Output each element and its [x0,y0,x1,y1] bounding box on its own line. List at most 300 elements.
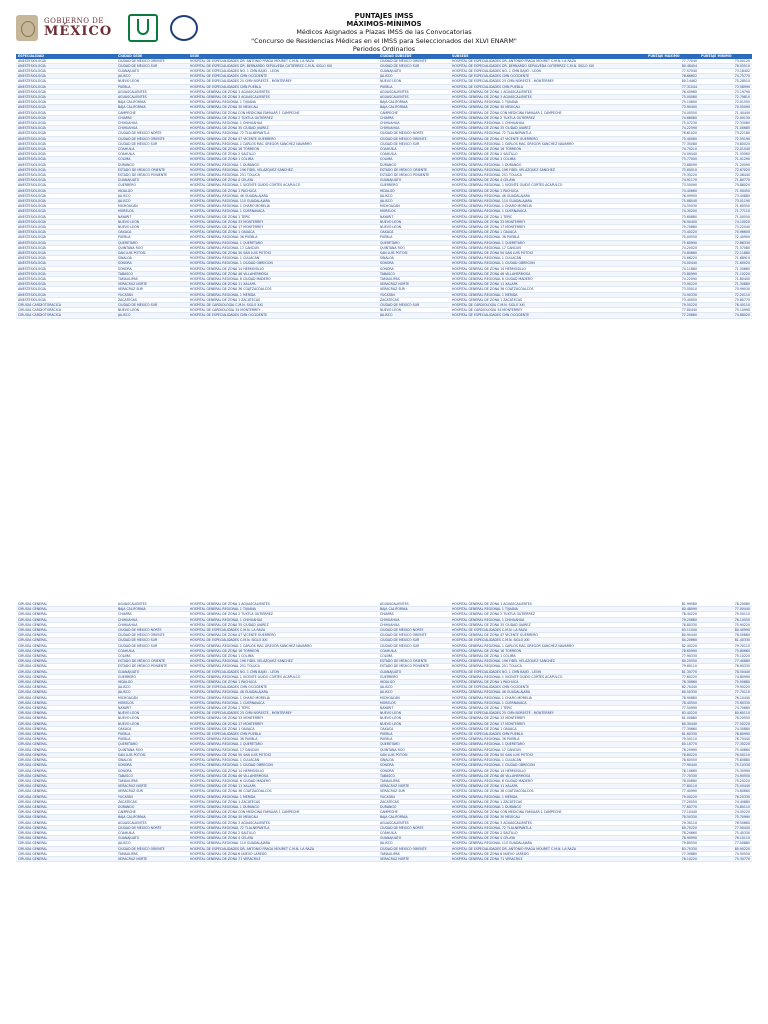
table-cell: HOSPITAL GENERAL REGIONAL 1 QUERÉTARO [450,742,646,747]
table-cell: HOSPITAL GENERAL DE ZONA 1 ZACATECAS [188,799,378,804]
table-cell: HOSPITAL GENERAL DE ZONA 3 AGUASCALIENTES [188,820,378,825]
col-header-subsede: SUBSEDE [450,54,646,59]
table-cell: 78.00880 [699,633,752,638]
table-cell: COAHUILA [378,146,450,151]
table-cell: ANESTESIOLOGÍA [16,256,116,261]
table-cell: CIRUGÍA GENERAL [16,836,116,841]
table-cell: 75.90220 [699,622,752,627]
table-cell: 74.90550 [699,773,752,778]
table-cell: CIUDAD DE MÉXICO SUR [378,638,450,643]
table-cell: 74.80110 [699,804,752,809]
table-cell: 77.60770 [646,804,699,809]
table-cell: ANESTESIOLOGÍA [16,152,116,157]
table-cell: 75.50110 [699,612,752,617]
table-cell: COLIMA [116,157,188,162]
table-cell: 74.88020 [699,313,752,318]
table-cell: HOSPITAL DE ESPECIALIDADES NO. 1 CMN BAJÍO - LEÓN [188,669,378,674]
table-cell: HOSPITAL GENERAL REGIONAL 72 TLALNEPANTLA [450,825,646,830]
table-cell: JALISCO [116,690,188,695]
table-cell: HOSPITAL GENERAL DE ZONA 3 AGUASCALIENTES [450,94,646,99]
table-cell: OAXACA [378,230,450,235]
table-cell: GUERRERO [378,674,450,679]
table-cell: HOSPITAL GENERAL REGIONAL 17 CANCÚN [450,245,646,250]
table-cell: 71.20090 [699,162,752,167]
col-header-ciudad-subsede: CIUDAD SUBSEDE [378,54,450,59]
table-cell: HOSPITAL GENERAL REGIONAL 251 TOLUCA [450,172,646,177]
table-cell: HOSPITAL GENERAL DE ZONA 1 TEPIC [450,214,646,219]
table-cell: HOSPITAL GENERAL REGIONAL 1 CIUDAD OBREGÓN [188,261,378,266]
table-cell: HOSPITAL GENERAL DE ZONA 35 CIUDAD JUÁREZ [450,622,646,627]
col-header-sede: SEDE [188,54,378,59]
table-cell: SAN LUIS POTOSÍ [116,752,188,757]
table-cell: HOSPITAL DE ESPECIALIDADES DR. ANTONIO FRAGA MOURET C.M.N. LA RAZA [188,59,378,64]
table-cell: HOSPITAL GENERAL REGIONAL 6 CIUDAD MADERO [188,277,378,282]
scores-table-2 [16,602,752,862]
table-cell: HOSPITAL GENERAL DE ZONA 1 COLIMA [188,654,378,659]
table-cell: VERACRUZ NORTE [378,282,450,287]
table-cell: 77.20660 [646,313,699,318]
table-cell: CIUDAD DE MÉXICO ORIENTE [378,633,450,638]
table-cell: HOSPITAL GENERAL DE ZONA 71 VERACRUZ [450,856,646,861]
table-cell: ESTADO DE MÉXICO ORIENTE [116,659,188,664]
table-cell: CIUDAD DE MÉXICO SUR [116,63,188,68]
table-cell: HOSPITAL GENERAL DE ZONA 16 TORREÓN [188,648,378,653]
table-cell: 77.00880 [699,841,752,846]
table-cell: 74.40660 [646,188,699,193]
table-cell: ANESTESIOLOGÍA [16,68,116,73]
table-cell: HOSPITAL GENERAL REGIONAL 1 CUERNAVACA [188,700,378,705]
table-cell: HOSPITAL GENERAL DE ZONA 17 MONTERREY [188,225,378,230]
table-cell: CIRUGÍA GENERAL [16,633,116,638]
table-cell: ANESTESIOLOGÍA [16,183,116,188]
table-cell: CIRUGÍA GENERAL [16,804,116,809]
table-cell: OAXACA [378,726,450,731]
table-cell: ANESTESIOLOGÍA [16,209,116,214]
table-cell: HOSPITAL GENERAL DE ZONA 1 PACHUCA [450,188,646,193]
table-cell: AGUASCALIENTES [116,94,188,99]
table-cell: HOSPITAL GENERAL REGIONAL 36 PUEBLA [450,235,646,240]
table-cell: 75.60990 [646,240,699,245]
table-cell: 74.66220 [646,256,699,261]
table-cell: CIRUGÍA GENERAL [16,810,116,815]
table-cell: HOSPITAL GENERAL DE ZONA 36 COATZACOALCOS [450,287,646,292]
table-cell: ANESTESIOLOGÍA [16,162,116,167]
table-cell: NUEVO LEÓN [378,225,450,230]
table-cell: HOSPITAL GENERAL REGIONAL 1 CHIHUAHUA [450,120,646,125]
table-cell: CIUDAD DE MÉXICO ORIENTE [378,846,450,851]
table-cell: CAMPECHE [378,810,450,815]
table-cell: CIUDAD DE MÉXICO ORIENTE [378,59,450,64]
table-cell: 70.99030 [699,287,752,292]
table-cell: COLIMA [116,654,188,659]
table-cell: ZACATECAS [116,799,188,804]
table-cell: JALISCO [116,841,188,846]
table-cell: HOSPITAL GENERAL DE ZONA 36 COATZACOALCOS [188,287,378,292]
table-cell: 75.40330 [699,830,752,835]
table-cell: ANESTESIOLOGÍA [16,287,116,292]
table-cell: 76.40110 [699,303,752,308]
table-cell: 72.33080 [699,120,752,125]
table-cell: CIUDAD DE MÉXICO ORIENTE [116,59,188,64]
table-cell: QUINTANA ROO [116,245,188,250]
table-cell: HIDALGO [116,680,188,685]
table-cell: 76.09900 [646,193,699,198]
table-cell: HOSPITAL GENERAL REGIONAL 1 DURANGO [188,804,378,809]
table-cell: COAHUILA [116,648,188,653]
table-cell: CHIHUAHUA [378,120,450,125]
table-cell: 79.80550 [646,841,699,846]
table-cell: 73.80990 [646,271,699,276]
table-cell: HOSPITAL GENERAL DE ZONA 1 COLIMA [188,157,378,162]
table-cell: ANESTESIOLOGÍA [16,178,116,183]
table-cell: BAJA CALIFORNIA [378,105,450,110]
table-cell: HOSPITAL GENERAL DE ZONA 30 MEXICALI [188,105,378,110]
table-cell: 78.80330 [646,622,699,627]
table-cell: 80.48090 [646,607,699,612]
table-cell: 81.30770 [646,669,699,674]
table-cell: 77.90440 [646,763,699,768]
table-cell: SINALOA [378,758,450,763]
table-cell: ANESTESIOLOGÍA [16,277,116,282]
table-cell: CIUDAD DE MÉXICO SUR [378,63,450,68]
table-cell: HOSPITAL GENERAL REGIONAL 1 QUERÉTARO [450,240,646,245]
table-cell: GUERRERO [116,183,188,188]
table-cell: ANESTESIOLOGÍA [16,167,116,172]
table-cell: 77.10440 [646,810,699,815]
table-cell: HOSPITAL GENERAL DE ZONA 46 VILLAHERMOSA [188,271,378,276]
table-cell: 80.14462 [646,79,699,84]
table-cell: HOSPITAL GENERAL DE ZONA 50 SAN LUIS POTOSÍ [450,251,646,256]
table-cell: CAMPECHE [116,810,188,815]
table-cell: 78.20660 [646,830,699,835]
table-cell: NUEVO LEÓN [378,711,450,716]
table-cell: 73.58990 [699,84,752,89]
table-cell: HOSPITAL GENERAL DE ZONA 3 AGUASCALIENTES [188,94,378,99]
table-cell: 72.01040 [699,146,752,151]
table-cell: 74.22090 [646,277,699,282]
table-cell: CIRUGÍA GENERAL [16,742,116,747]
table-cell: 78.05510 [699,63,752,68]
table-cell: PUEBLA [378,732,450,737]
table-cell: 78.20990 [646,747,699,752]
table-cell: 78.30660 [646,680,699,685]
table-cell: NUEVO LEÓN [116,225,188,230]
table-cell: ANESTESIOLOGÍA [16,230,116,235]
table-cell: ANESTESIOLOGÍA [16,198,116,203]
table-cell: CIRUGÍA GENERAL [16,851,116,856]
table-cell: 78.80990 [699,732,752,737]
table-cell: BAJA CALIFORNIA [378,815,450,820]
table-cell: 73.77000 [646,157,699,162]
table-cell: CIRUGÍA GENERAL [16,841,116,846]
table-cell: QUERÉTARO [378,742,450,747]
table-cell: HOSPITAL GENERAL DE ZONA 6 NUEVO LAREDO [188,851,378,856]
table-cell: HOSPITAL GENERAL REGIONAL 46 GUADALAJARA [450,690,646,695]
table-cell: SONORA [378,763,450,768]
table-cell: ANESTESIOLOGÍA [16,204,116,209]
table-cell: 74.80020 [699,141,752,146]
table-cell: ANESTESIOLOGÍA [16,94,116,99]
table-cell: HOSPITAL GENERAL REGIONAL 1 TIJUANA [450,607,646,612]
table-cell: BAJA CALIFORNIA [116,100,188,105]
table-cell: 74.75770 [699,74,752,79]
table-cell: NUEVO LEÓN [116,79,188,84]
table-cell: CIRUGÍA GENERAL [16,607,116,612]
table-cell: SONORA [116,261,188,266]
table-cell: JALISCO [378,690,450,695]
table-cell: 75.88040 [646,198,699,203]
table-cell: 79.00220 [646,794,699,799]
table-cell: 78.60550 [646,758,699,763]
table-cell: CIRUGÍA GENERAL [16,690,116,695]
col-header-ciudad-sede: CIUDAD SEDE [116,54,188,59]
table-cell: PUEBLA [378,737,450,742]
table-cell: 77.20550 [646,799,699,804]
table-cell: HOSPITAL GENERAL REGIONAL 1 VICENTE GUIDO CORTÉS ACAPULCO [188,674,378,679]
table-cell: CHIHUAHUA [378,622,450,627]
table-cell: HOSPITAL GENERAL REGIONAL 1 CHARO MORELIA [450,695,646,700]
table-cell: 74.11880 [646,266,699,271]
table-cell: VERACRUZ NORTE [378,784,450,789]
table-cell: COLIMA [378,654,450,659]
table-cell: HOSPITAL GENERAL DE ZONA 17 MONTERREY [450,225,646,230]
table-cell: CIRUGÍA GENERAL [16,830,116,835]
table-cell: HOSPITAL GENERAL DE ZONA 30 MEXICALI [450,815,646,820]
table-cell: CIRUGÍA CARDIOTORÁCICA [16,303,116,308]
table-cell: 78.90880 [646,695,699,700]
table-cell: HOSPITAL GENERAL REGIONAL 17 CANCÚN [188,245,378,250]
table-cell: HOSPITAL GENERAL REGIONAL 36 PUEBLA [188,235,378,240]
table-cell: ANESTESIOLOGÍA [16,292,116,297]
table-cell: SAN LUIS POTOSÍ [378,752,450,757]
table-cell: TAMAULIPAS [378,277,450,282]
table-cell: HOSPITAL GENERAL REGIONAL 1 VICENTE GUIDO CORTÉS ACAPULCO [450,183,646,188]
table-cell: HOSPITAL DE ESPECIALIDADES CMN OCCIDENTE [450,685,646,690]
table-cell: 75.30770 [699,856,752,861]
table-cell: 76.70440 [699,737,752,742]
table-cell: 76.00110 [699,752,752,757]
table-cell: HOSPITAL GENERAL DE ZONA 47 VICENTE GUERRERO [450,633,646,638]
table-cell: 75.35220 [646,172,699,177]
table-cell: OAXACA [116,230,188,235]
table-cell: TAMAULIPAS [378,851,450,856]
table-cell: 76.61020 [646,131,699,136]
table-cell: 75.80880 [699,758,752,763]
table-cell: CIRUGÍA GENERAL [16,654,116,659]
table-cell: HOSPITAL GENERAL DE ZONA CON MEDICINA FAMILIAR 1 CAMPECHE [450,110,646,115]
table-cell: CIRUGÍA GENERAL [16,659,116,664]
table-cell: HOSPITAL GENERAL DE ZONA 35 CIUDAD JUÁREZ [188,622,378,627]
table-cell: 75.10600 [646,100,699,105]
table-cell: ANESTESIOLOGÍA [16,136,116,141]
table-cell: HOSPITAL GENERAL REGIONAL 1 DURANGO [450,162,646,167]
table-cell: NUEVO LEÓN [116,219,188,224]
table-cell: 78.66602 [646,74,699,79]
table-cell: CIRUGÍA GENERAL [16,820,116,825]
table-cell: CIRUGÍA GENERAL [16,685,116,690]
table-cell: HOSPITAL GENERAL DE ZONA 1 ZACATECAS [450,297,646,302]
table-row [16,313,752,318]
table-body-1 [16,59,752,319]
table-cell: ANESTESIOLOGÍA [16,146,116,151]
table-cell: HOSPITAL DE ESPECIALIDADES CMN OCCIDENTE [450,313,646,318]
table-cell: CIUDAD DE MÉXICO ORIENTE [378,136,450,141]
table-cell: HOSPITAL GENERAL REGIONAL 1 CHARO MORELIA [188,204,378,209]
table-cell: CIRUGÍA GENERAL [16,778,116,783]
table-cell: HOSPITAL DE ESPECIALIDADES DR. BERNARDO SEPÚLVEDA GUTIÉRREZ C.M.N. SIGLO XXI [188,63,378,68]
table-cell: GUANAJUATO [378,669,450,674]
table-cell: PUEBLA [116,84,188,89]
table-cell: 76.90400 [646,219,699,224]
table-cell: DURANGO [378,804,450,809]
table-cell: CIUDAD DE MÉXICO NORTE [116,131,188,136]
table-cell: NUEVO LEÓN [378,79,450,84]
table-cell: 74.30220 [699,810,752,815]
table-cell: NAYARIT [378,214,450,219]
table-cell: ESTADO DE MÉXICO PONIENTE [116,664,188,669]
table-cell: 83.40220 [646,711,699,716]
table-cell: HOSPITAL GENERAL DE ZONA 1 OAXACA [450,726,646,731]
table-cell: 71.10220 [699,271,752,276]
table-cell: HOSPITAL GENERAL REGIONAL 72 TLALNEPANTLA [188,825,378,830]
table-cell: CIUDAD DE MÉXICO SUR [116,141,188,146]
gob-line2: MÉXICO [44,24,113,39]
table-cell: TABASCO [378,271,450,276]
table-cell: CAMPECHE [378,110,450,115]
table-cell: CIUDAD DE MÉXICO ORIENTE [116,846,188,851]
table-cell: 81.00880 [646,716,699,721]
table-cell: TABASCO [378,773,450,778]
table-cell: ANESTESIOLOGÍA [16,188,116,193]
table-cell: ZACATECAS [378,297,450,302]
table-cell: HOSPITAL GENERAL REGIONAL 1 VICENTE GUIDO CORTÉS ACAPULCO [450,674,646,679]
table-cell: HOSPITAL GENERAL DE ZONA 1 ZACATECAS [450,799,646,804]
table-cell: CIRUGÍA GENERAL [16,622,116,627]
table-cell: ANESTESIOLOGÍA [16,100,116,105]
table-cell: HOSPITAL GENERAL REGIONAL 46 GUADALAJARA [450,193,646,198]
table-cell: 71.57080 [699,245,752,250]
table-cell: 77.30660 [646,726,699,731]
table-cell: 71.01290 [699,157,752,162]
table-cell: HOSPITAL GENERAL REGIONAL 1 QUERÉTARO [188,742,378,747]
table-cell: HOSPITAL GENERAL REGIONAL 1 CIUDAD OBREGÓN [188,763,378,768]
table-cell: HOSPITAL GENERAL REGIONAL 1 CHARO MORELIA [450,204,646,209]
title-concurso: "Concurso de Residencias Médicas en el IMSS para Seleccionados del XLVI ENARM" [251,36,517,45]
table-cell: CIRUGÍA GENERAL [16,612,116,617]
table-cell: VERACRUZ SUR [378,287,450,292]
table-cell: 76.50660 [699,820,752,825]
table-cell: HOSPITAL GENERAL DE ZONA 14 HERMOSILLO [450,266,646,271]
table-cell: MICHOACÁN [378,695,450,700]
table-cell: HOSPITAL GENERAL DE ZONA 2 TUXTLA GUTIÉRREZ [450,115,646,120]
table-cell: HOSPITAL GENERAL DE ZONA 4 CELAYA [188,178,378,183]
table-cell: JALISCO [378,74,450,79]
table-cell: CHIHUAHUA [378,617,450,622]
table-cell: 73.90220 [646,282,699,287]
table-cell: HOSPITAL DE ESPECIALIDADES 25 CMN NORESTE - MONTERREY [188,711,378,716]
table-cell: HOSPITAL GENERAL DE ZONA CON MEDICINA FAMILIAR 1 CAMPECHE [450,810,646,815]
table-cell: 79.50220 [646,303,699,308]
table-cell: CHIHUAHUA [116,622,188,627]
table-cell: HOSPITAL GENERAL REGIONAL 251 TOLUCA [188,664,378,669]
table-cell: HOSPITAL GENERAL DE ZONA 1 AGUASCALIENTES [188,89,378,94]
table-cell: NUEVO LEÓN [116,721,188,726]
table-cell: 73.19790 [699,89,752,94]
table-cell: ANESTESIOLOGÍA [16,84,116,89]
table-cell: ANESTESIOLOGÍA [16,240,116,245]
table-cell: AGUASCALIENTES [378,602,450,607]
table-cell: CIRUGÍA GENERAL [16,638,116,643]
table-cell: AGUASCALIENTES [116,820,188,825]
table-cell: HOSPITAL DE ESPECIALIDADES C.M.N. LA RAZA [450,628,646,633]
table-cell: CHIAPAS [116,115,188,120]
table-cell: 73.55010 [646,287,699,292]
table-cell: CIRUGÍA GENERAL [16,617,116,622]
table-cell: 74.80660 [646,251,699,256]
table-cell: YUCATÁN [378,794,450,799]
table-cell: NUEVO LEÓN [116,711,188,716]
table-cell: PUEBLA [378,235,450,240]
table-cell: HOSPITAL GENERAL DE ZONA 2 TUXTLA GUTIÉRREZ [188,115,378,120]
table-cell: ANESTESIOLOGÍA [16,261,116,266]
table-cell: GUANAJUATO [116,178,188,183]
table-cell: 75.00440 [699,784,752,789]
table-cell: 77.00440 [699,607,752,612]
table-cell: SINALOA [116,256,188,261]
table-cell: HOSPITAL GENERAL DE ZONA 2 TUXTLA GUTIÉRREZ [188,612,378,617]
table-cell: CIRUGÍA GENERAL [16,784,116,789]
table-cell: HOSPITAL GENERAL REGIONAL 1 CUERNAVACA [450,700,646,705]
table-cell: CIRUGÍA GENERAL [16,711,116,716]
table-cell: HOSPITAL GENERAL DE ZONA 16 TORREÓN [450,648,646,653]
table-cell: HOSPITAL GENERAL DE ZONA 1 PACHUCA [450,680,646,685]
table-cell: 80.20550 [646,659,699,664]
table-cell: 74.22590 [646,126,699,131]
table-cell: HOSPITAL GENERAL DE ZONA 47 VICENTE GUERRERO [188,633,378,638]
table-cell: 73.60880 [646,214,699,219]
table-cell: HOSPITAL GENERAL DE ZONA 11 XALAPA [450,784,646,789]
table-cell: 72.00130 [699,115,752,120]
table-cell: NAYARIT [116,706,188,711]
table-cell: 77.80110 [646,784,699,789]
table-cell: 71.60550 [699,204,752,209]
table-cell: 80.30440 [646,721,699,726]
table-cell: HOSPITAL GENERAL REGIONAL 36 PUEBLA [188,737,378,742]
table-cell: CIRUGÍA GENERAL [16,846,116,851]
table-cell: CIUDAD DE MÉXICO SUR [116,643,188,648]
table-cell: 75.10990 [699,308,752,313]
table-cell: JALISCO [116,685,188,690]
table-cell: 75.20220 [699,778,752,783]
table-cell: 79.50110 [646,737,699,742]
table-cell: ANESTESIOLOGÍA [16,110,116,115]
table-cell: HOSPITAL GENERAL DE ZONA 14 HERMOSILLO [450,768,646,773]
table-cell: 73.18402 [699,68,752,73]
table-cell: CIRUGÍA GENERAL [16,825,116,830]
table-cell: ANESTESIOLOGÍA [16,271,116,276]
table-cell: HOSPITAL DE ESPECIALIDADES DR. BERNARDO SEPÚLVEDA GUTIÉRREZ C.M.N. SIGLO XXI [450,63,646,68]
table-cell: CIRUGÍA GENERAL [16,737,116,742]
table-cell: CHIAPAS [116,612,188,617]
table-cell: AGUASCALIENTES [378,89,450,94]
table-cell: HOSPITAL GENERAL DE ZONA CON MEDICINA FAMILIAR 1 CAMPECHE [188,110,378,115]
table-cell: QUINTANA ROO [378,245,450,250]
table-cell: 75.30990 [699,768,752,773]
table-cell: CIUDAD DE MÉXICO SUR [378,303,450,308]
table-cell: CHIHUAHUA [116,617,188,622]
table-cell: HIDALGO [116,188,188,193]
title-puntajes: PUNTAJES IMSS [354,12,414,20]
